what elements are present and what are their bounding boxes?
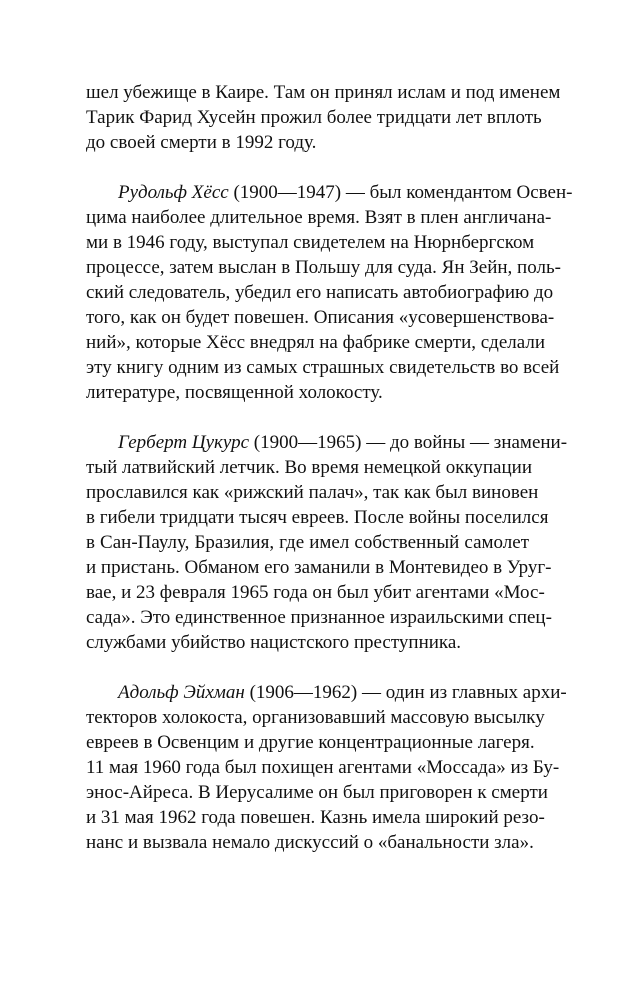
text-line: и 31 мая 1962 года повешен. Казнь имела широкий резо-: [86, 807, 545, 828]
text-line: евреев в Освенцим и другие концентрационные лагеря.: [86, 732, 535, 753]
text-line: в Сан-Паулу, Бразилия, где имел собственный самолет: [86, 532, 529, 553]
text-line: энос-Айреса. В Иерусалиме он был приговорен к смерти: [86, 782, 548, 803]
text-fragment: (1906—1962) — один из главных архи-: [244, 682, 567, 703]
text-fragment: (1900—1965) — до войны — знамени-: [249, 432, 568, 453]
paragraph-hoess: [86, 180, 573, 405]
text-line: текторов холокоста, организовавший массовую высылку: [86, 707, 545, 728]
text-line: в гибели тридцати тысяч евреев. После войны поселился: [86, 507, 549, 528]
text-line: шел убежище в Каире. Там он принял ислам и под именем: [86, 82, 561, 103]
text-line: 11 мая 1960 года был похищен агентами «Моссада» из Бу-: [86, 757, 560, 778]
text-line: нанс и вызвала немало дискуссий о «банальности зла».: [86, 832, 534, 853]
text-line: и пристань. Обманом его заманили в Монтевидео в Уруг-: [86, 557, 552, 578]
paragraph-gap: [86, 155, 529, 180]
text-fragment: (1900—1947) — был комендантом Освен-: [228, 182, 573, 203]
text-line: ний», которые Хёсс внедрял на фабрике смерти, сделали: [86, 332, 545, 353]
paragraph-cukurs: [86, 430, 568, 655]
text-line: службами убийство нацистского преступника.: [86, 632, 462, 653]
text-line: [86, 680, 567, 705]
person-name: Рудольф Хёсс: [118, 182, 229, 203]
person-name: Герберт Цукурс: [118, 432, 250, 453]
text-line: сада». Это единственное признанное израильскими спец-: [86, 607, 552, 628]
page-text: [86, 80, 573, 855]
text-line: ский следователь, убедил его написать автобиографию до: [86, 282, 554, 303]
text-line: [86, 430, 568, 455]
paragraph-eichmann: [86, 680, 567, 855]
paragraph-cairo: [86, 80, 561, 155]
text-line: эту книгу одним из самых страшных свидетельств во всей: [86, 357, 560, 378]
text-line: до своей смерти в 1992 году.: [86, 132, 317, 153]
text-line: вае, и 23 февраля 1965 года он был убит агентами «Мос-: [86, 582, 545, 603]
person-name: Адольф Эйхман: [118, 682, 245, 703]
text-line: [86, 180, 573, 205]
text-line: тый латвийский летчик. Во время немецкой оккупации: [86, 457, 532, 478]
paragraph-gap: [86, 655, 529, 680]
text-line: Тарик Фарид Хусейн прожил более тридцати лет вплоть: [86, 107, 542, 128]
paragraph-gap: [86, 405, 529, 430]
text-line: цима наиболее длительное время. Взят в плен англичана-: [86, 207, 552, 228]
text-line: ми в 1946 году, выступал свидетелем на Нюрнбергском: [86, 232, 535, 253]
text-line: прославился как «рижский палач», так как был виновен: [86, 482, 539, 503]
text-line: того, как он будет повешен. Описания «усовершенствова-: [86, 307, 555, 328]
text-line: литературе, посвященной холокосту.: [86, 382, 383, 403]
text-line: процессе, затем выслан в Польшу для суда. Ян Зейн, поль-: [86, 257, 561, 278]
